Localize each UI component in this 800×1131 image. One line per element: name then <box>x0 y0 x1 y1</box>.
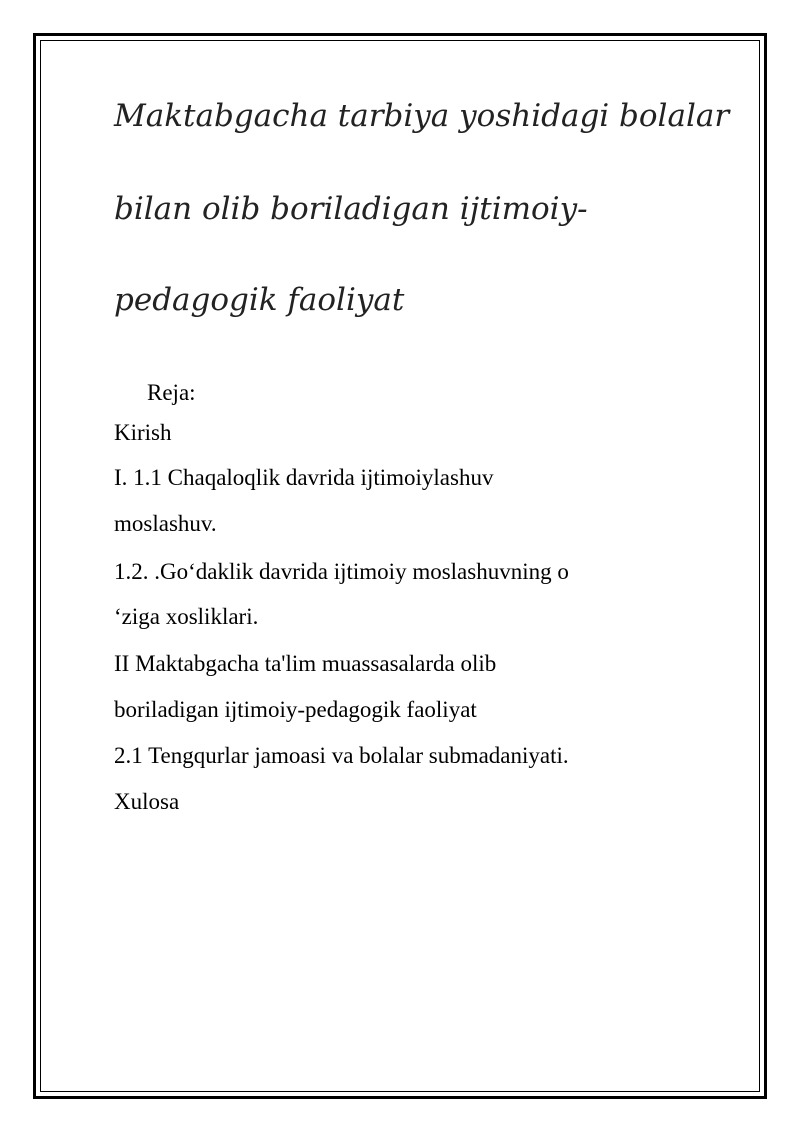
title-line-2: bilan olib boriladigan ijtimoiy- <box>114 191 588 227</box>
toc-line-1-1: I. 1.1 Chaqaloqlik davrida ijtimoiylashuv <box>114 465 494 490</box>
toc-line-2-1: 2.1 Tengqurlar jamoasi va bolalar submadaniyati. <box>114 743 569 768</box>
toc-line-1-2: 1.2. .Go‘daklik davrida ijtimoiy moslashuvning o <box>114 559 569 584</box>
title-line-1: Maktabgacha tarbiya yoshidagi bolalar <box>114 98 730 134</box>
toc-line-conclusion: Xulosa <box>114 789 180 814</box>
plan-label: Reja: <box>147 380 196 405</box>
toc-line-1-1-cont: moslashuv. <box>114 511 217 536</box>
toc-line-introduction: Kirish <box>114 420 172 445</box>
toc-line-1-2-cont: ‘ziga xosliklari. <box>114 604 259 629</box>
title-line-3: pedagogik faoliyat <box>114 282 405 318</box>
toc-line-chapter-2-cont: boriladigan ijtimoiy-pedagogik faoliyat <box>114 697 477 722</box>
toc-line-chapter-2: II Maktabgacha ta'lim muassasalarda olib <box>114 651 497 676</box>
